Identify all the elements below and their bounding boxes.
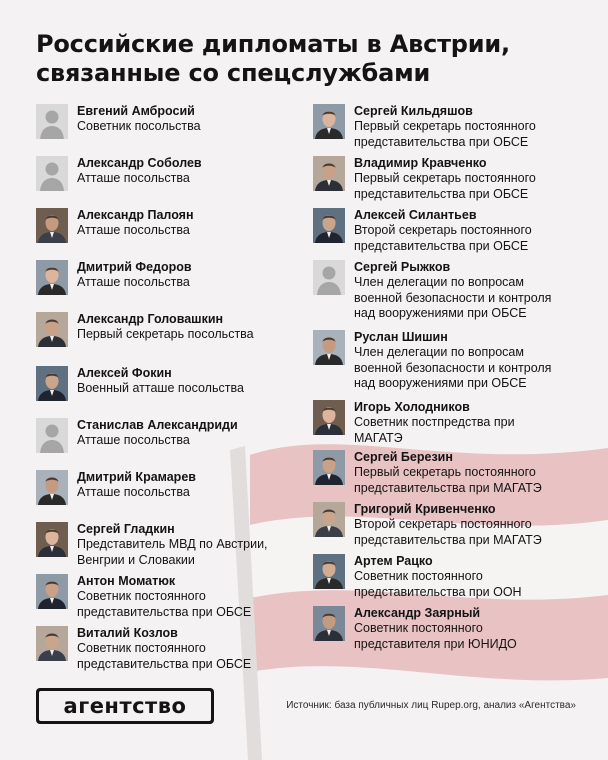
- person-info: [354, 554, 522, 600]
- person-entry: [36, 260, 296, 295]
- person-name: Сергей Березин: [354, 450, 453, 464]
- person-photo: [36, 626, 68, 661]
- person-entry: [36, 208, 296, 243]
- person-name: Алексей Силантьев: [354, 208, 477, 222]
- person-role: Первый секретарь постоянного представительства при ОБСЕ: [354, 119, 536, 149]
- person-info: [354, 260, 551, 322]
- person-info: [77, 470, 196, 501]
- person-placeholder-icon: [36, 104, 68, 139]
- person-photo: [313, 156, 345, 191]
- person-role: Советник постпредства при МАГАТЭ: [354, 415, 515, 445]
- person-photo: [36, 208, 68, 243]
- person-info: [77, 156, 202, 187]
- person-entry: [36, 156, 296, 191]
- person-name: Александр Палоян: [77, 208, 194, 222]
- person-role: Член делегации по вопросам военной безопасности и контроля над вооружениями при ОБСЕ: [354, 345, 552, 390]
- agentstvo-logo: [36, 688, 214, 724]
- person-info: [354, 104, 536, 150]
- person-entry: [313, 156, 583, 202]
- person-photo: [313, 330, 345, 365]
- person-photo: [313, 502, 345, 537]
- person-entry: [313, 606, 583, 652]
- person-name: Артем Рацко: [354, 554, 433, 568]
- person-name: Евгений Амбросий: [77, 104, 195, 118]
- person-info: [77, 312, 254, 343]
- person-photo: [313, 104, 345, 139]
- person-entry: [36, 522, 296, 568]
- person-role: Военный атташе посольства: [77, 381, 244, 395]
- footer: [36, 688, 576, 728]
- person-info: [77, 626, 251, 672]
- person-entry: [36, 626, 296, 672]
- person-entry: [36, 366, 296, 401]
- person-role: Первый секретарь постоянного представительства при МАГАТЭ: [354, 465, 542, 495]
- person-name: Игорь Холодников: [354, 400, 470, 414]
- person-photo: [36, 470, 68, 505]
- person-entry: [36, 574, 296, 620]
- person-photo: [313, 554, 345, 589]
- person-role: Второй секретарь постоянного представительства при ОБСЕ: [354, 223, 532, 253]
- person-name: Сергей Кильдяшов: [354, 104, 473, 118]
- person-photo: [36, 574, 68, 609]
- person-role: Атташе посольства: [77, 223, 190, 237]
- person-name: Руслан Шишин: [354, 330, 448, 344]
- person-info: [77, 522, 268, 568]
- person-role: Советник постоянного представительства при ОБСЕ: [77, 589, 252, 619]
- person-role: Атташе посольства: [77, 485, 190, 499]
- person-placeholder-icon: [313, 260, 345, 295]
- person-entry: [313, 330, 583, 392]
- person-info: [354, 606, 517, 652]
- person-role: Атташе посольства: [77, 433, 190, 447]
- person-entry: [313, 400, 583, 446]
- person-placeholder-icon: [36, 156, 68, 191]
- person-info: [77, 366, 244, 397]
- person-entry: [36, 418, 296, 453]
- person-photo: [313, 450, 345, 485]
- person-photo: [313, 606, 345, 641]
- person-entry: [313, 502, 583, 548]
- person-name: Дмитрий Крамарев: [77, 470, 196, 484]
- person-photo: [313, 208, 345, 243]
- person-role: Первый секретарь посольства: [77, 327, 254, 341]
- person-info: [77, 418, 238, 449]
- person-role: Атташе посольства: [77, 275, 190, 289]
- person-entry: [313, 208, 583, 254]
- person-photo: [313, 400, 345, 435]
- person-role: Советник постоянного представителя при ЮНИДО: [354, 621, 517, 651]
- person-info: [77, 574, 251, 620]
- person-photo: [36, 260, 68, 295]
- person-name: Виталий Козлов: [77, 626, 178, 640]
- person-name: Дмитрий Федоров: [77, 260, 192, 274]
- person-info: [354, 502, 542, 548]
- logo-text: агентство: [39, 691, 211, 721]
- person-entry: [36, 104, 296, 139]
- person-name: Александр Заярный: [354, 606, 481, 620]
- person-role: Советник посольства: [77, 119, 201, 133]
- person-photo: [36, 522, 68, 557]
- person-info: [77, 260, 192, 291]
- person-info: [354, 208, 532, 254]
- person-placeholder-icon: [36, 418, 68, 453]
- person-name: Алексей Фокин: [77, 366, 172, 380]
- person-role: Представитель МВД по Австрии, Венгрии и Словакии: [77, 537, 268, 567]
- person-name: Александр Головашкин: [77, 312, 224, 326]
- person-entry: [313, 104, 583, 150]
- person-name: Владимир Кравченко: [354, 156, 487, 170]
- person-info: [354, 156, 536, 202]
- person-name: Сергей Рыжков: [354, 260, 451, 274]
- person-name: Александр Соболев: [77, 156, 202, 170]
- person-photo: [36, 312, 68, 347]
- person-role: Советник постоянного представительства при ООН: [354, 569, 522, 599]
- person-name: Сергей Гладкин: [77, 522, 175, 536]
- person-entry: [36, 312, 296, 347]
- person-name: Станислав Александриди: [77, 418, 238, 432]
- person-role: Член делегации по вопросам военной безопасности и контроля над вооружениями при ОБСЕ: [354, 275, 552, 320]
- person-role: Атташе посольства: [77, 171, 190, 185]
- person-info: [77, 104, 201, 135]
- person-name: Григорий Кривенченко: [354, 502, 496, 516]
- person-entry: [36, 470, 296, 505]
- person-entry: [313, 554, 583, 600]
- source-note: Источник: база публичных лиц Rupep.org, анализ «Агентства»: [286, 700, 576, 711]
- person-role: Второй секретарь постоянного представительства при МАГАТЭ: [354, 517, 542, 547]
- person-role: Советник постоянного представительства при ОБСЕ: [77, 641, 252, 671]
- person-info: [354, 400, 515, 446]
- person-entry: [313, 450, 583, 496]
- person-info: [354, 330, 551, 392]
- person-info: [77, 208, 194, 239]
- person-photo: [36, 366, 68, 401]
- person-info: [354, 450, 542, 496]
- person-role: Первый секретарь постоянного представительства при ОБСЕ: [354, 171, 536, 201]
- person-entry: [313, 260, 583, 322]
- page-title: Российские дипломаты в Австрии, связанные со спецслужбами: [36, 30, 510, 87]
- person-name: Антон Моматюк: [77, 574, 176, 588]
